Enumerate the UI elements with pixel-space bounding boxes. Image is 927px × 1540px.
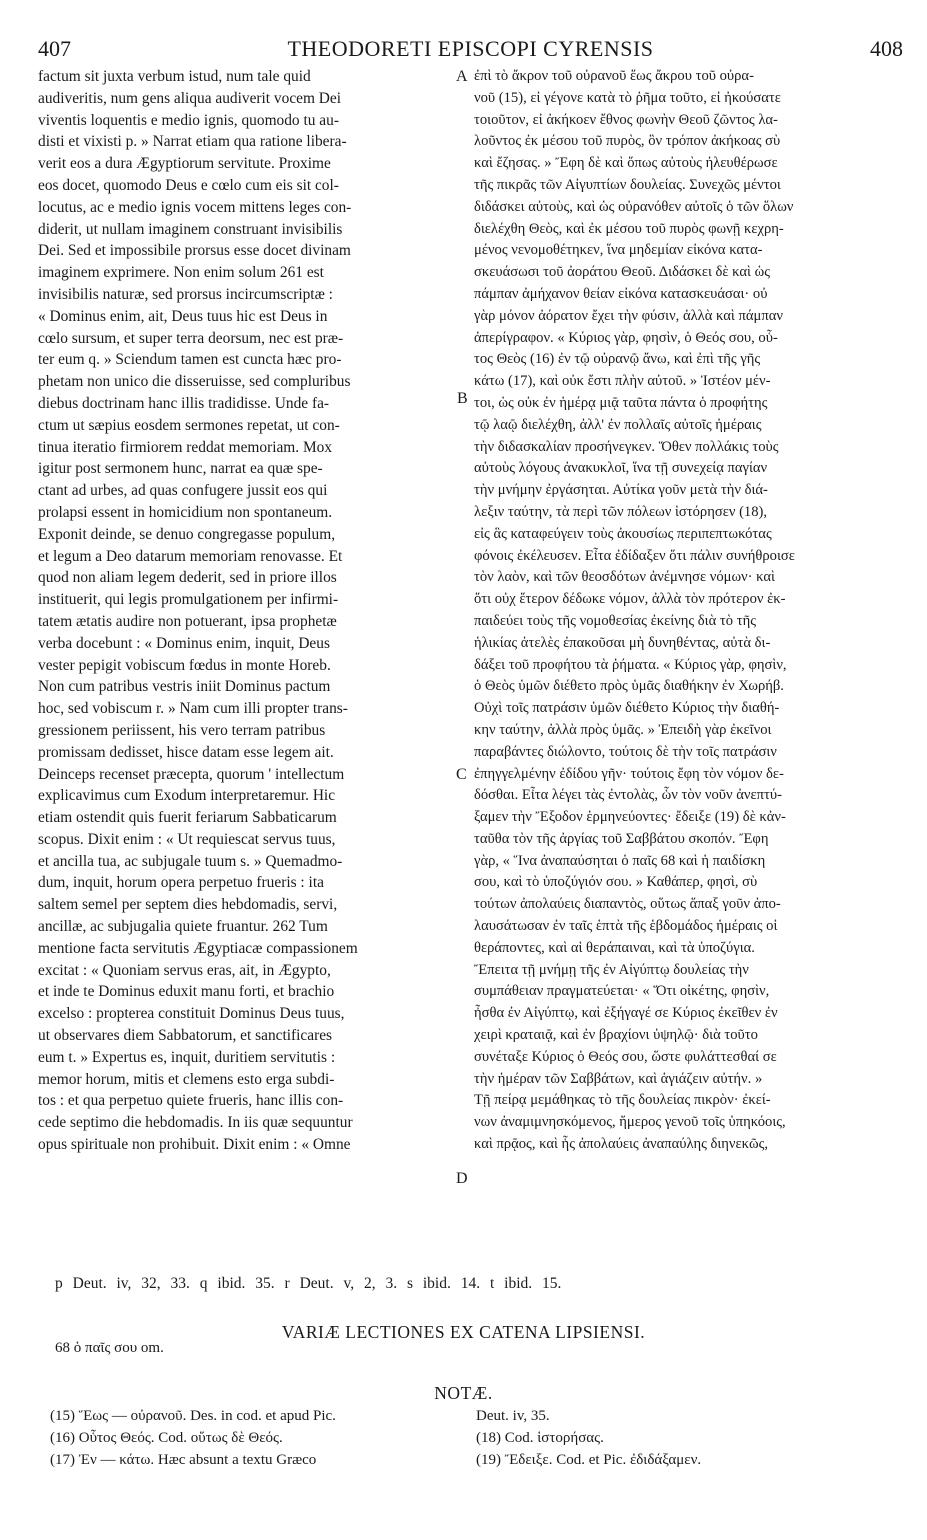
text-line: saltem semel per septem dies hebdomadis, servi,: [38, 896, 338, 914]
text-line: memor horum, mitis et clemens esto erga subdi-: [38, 1070, 335, 1088]
text-line: Οὐχὶ τοῖς πατράσιν ὑμῶν διέθετο Κύριος τὴν διαθή-: [474, 700, 780, 717]
text-line: audiveritis, num gens aliqua audiverit vocem Dei: [38, 89, 342, 107]
page-number-left: 407: [38, 36, 71, 61]
text-line: opus spirituale non prohibuit. Dixit enim : « Omne: [38, 1136, 351, 1154]
text-line: ὁ Θεὸς ὑμῶν διέθετο πρὸς ὑμᾶς διαθήκην ἐν Χωρήβ.: [474, 678, 784, 695]
text-line: et ancilla tua, ac subjugale tuum s. » Quemadmo-: [38, 852, 343, 870]
text-line: λεξιν ταύτην, τὰ περὶ τῶν πόλεων ἱστόρησεν (18),: [474, 503, 768, 520]
text-line: παιδεύει τοὺς τῆς νομοθεσίας ἐκείνης διὰ τὸ τῆς: [474, 612, 756, 629]
greek-column: [474, 66, 914, 1156]
text-line: τὴν ἡμέραν τῶν Σαββάτων, καὶ ἁγιάζειν αὐτήν. »: [474, 1070, 763, 1087]
text-line: τὴν μνήμην ἐργάσηται. Αὐτίκα γοῦν μετὰ τὴν διά-: [474, 482, 768, 499]
text-line: et inde te Dominus eduxit manu forti, et brachio: [38, 983, 335, 1001]
text-line: cœlo sursum, et super terra deorsum, nec est præ-: [38, 329, 344, 347]
text-line: μένος νενομοθέτηκεν, ἵνα μηδεμίαν εἰκόνα κατα-: [474, 242, 763, 259]
text-line: vester pepigit vobiscum fœdus in monte Horeb.: [38, 656, 331, 674]
text-line: ἐπὶ τὸ ἄκρον τοῦ οὐρανοῦ ἕως ἄκρου τοῦ οὐρα-: [474, 68, 754, 84]
page-number-right: 408: [870, 36, 903, 61]
text-line: τὴν διδασκαλίαν προσήνεγκεν. Ὅθεν πολλάκις τοὺς: [474, 438, 779, 455]
text-line: τὸν λαὸν, καὶ τῶν θεοσδότων ἀνέμνησε νόμων· καὶ: [474, 569, 775, 586]
text-line: διδάσκει αὐτοὺς, καὶ ὡς οὐρανόθεν αὐτοῖς ὁ τῶν ὅλων: [474, 198, 794, 215]
text-line: instituerit, qui legis promulgationem per infirmi-: [38, 591, 339, 609]
text-line: ὅτι οὐχ ἕτερον δέδωκε νόμον, ἀλλὰ τὸν πρότερον ἐκ-: [474, 591, 786, 608]
text-line: diebus doctrinam hanc illis tradidisse. Unde fa-: [38, 394, 330, 412]
text-line: disti et vixisti p. » Narrat etiam qua ratione libera-: [38, 133, 347, 151]
margin-marker-b: B: [457, 390, 468, 407]
text-line: igitur post sermonem hunc, narrat ea quæ spe-: [38, 460, 323, 478]
text-line: λαυσάτωσαν ἐν ταῖς ἑπτὰ τῆς ἑβδομάδος ἡμέραις οἱ: [474, 918, 778, 935]
text-line: τῷ λαῷ διελέχθη, ἀλλ' ἐν πολλαῖς αὐτοῖς ἡμέραις: [474, 416, 762, 433]
note-line: (15) Ἕως — οὐρανοῦ. Des. in cod. et apud Pic.: [50, 1408, 336, 1424]
text-line: ancillæ, ac subjugalia quiete fruantur. 262 Tum: [38, 918, 328, 936]
text-line: ut observares diem Sabbatorum, et sanctificares: [38, 1027, 333, 1045]
text-line: Dei. Sed et impossibile prorsus esse docet divinam: [38, 242, 351, 260]
text-line: σου, καὶ τὸ ὑποζύγιόν σου. » Καθάπερ, φησὶ, σὺ: [474, 874, 758, 891]
margin-marker-d: D: [456, 1170, 468, 1187]
text-line: Non cum patribus vestris iniit Dominus pactum: [38, 678, 331, 696]
text-line: τος Θεὸς (16) ἐν τῷ οὐρανῷ ἄνω, καὶ ἐπὶ τῆς γῆς: [474, 351, 761, 368]
text-line: tatem ætatis audire non potuerant, ipsa prophetæ: [38, 612, 337, 630]
text-line: et legum a Deo datarum memoriam renovasse. Et: [38, 547, 343, 565]
text-line: ἀπερίγραφον. « Κύριος γὰρ, φησὶν, ὁ Θεός σου, οὗ-: [474, 329, 778, 346]
text-line: νων ἀναμιμνησκόμενος, ἥμερος γενοῦ τοῖς ὑπηκόοις,: [474, 1114, 786, 1131]
text-line: νοῦ (15), εἰ γέγονε κατὰ τὸ ῥῆμα τοῦτο, εἰ ἠκούσατε: [474, 89, 781, 106]
text-line: locutus, ac e medio ignis vocem mittens leges con-: [38, 198, 352, 216]
text-line: cede septimo die hebdomadis. In iis quæ sequuntur: [38, 1114, 353, 1132]
text-line: κην ταύτην, ἀλλὰ πρὸς ὑμᾶς. » Ἐπειδὴ γὰρ ἐκεῖνοι: [474, 721, 772, 738]
text-line: τούτων ἀπολαύεις διαπαντὸς, οὕτως ἅπαξ γοῦν ἀπο-: [474, 896, 781, 913]
notes-right-column: [476, 1408, 701, 1473]
notes-left-column: [50, 1408, 336, 1473]
text-line: παραβάντες διώλοντο, τούτοις δὲ τὴν τοῖς πατράσιν: [474, 743, 777, 760]
text-line: tos : et qua perpetuo quiete frueris, hanc illis con-: [38, 1092, 344, 1110]
note-line: (16) Οὗτος Θεός. Cod. οὕτως δὲ Θεός.: [50, 1429, 283, 1446]
text-line: verba docebunt : « Dominus enim, inquit, Deus: [38, 634, 330, 652]
text-line: Τῇ πείρᾳ μεμάθηκας τὸ τῆς δουλείας πικρὸν· ἐκεί-: [474, 1092, 771, 1109]
text-line: τοιοῦτον, εἰ ἀκήκοεν ἔθνος φωνὴν Θεοῦ ζῶντος λα-: [474, 111, 778, 128]
text-line: διελέχθη Θεὸς, καὶ ἐκ μέσου τοῦ πυρὸς φωνῇ κεχρη-: [474, 220, 784, 237]
text-line: verit eos a dura Ægyptiorum servitute. Proxime: [38, 155, 331, 173]
margin-marker-a: A: [456, 68, 468, 85]
text-line: excelso : propterea constituit Dominus Deus tuus,: [38, 1005, 345, 1023]
text-line: prolapsi essent in homicidium non spontaneum.: [38, 503, 333, 521]
text-line: diderit, ut nullam imaginem construant invisibilis: [38, 220, 343, 238]
text-line: eos docet, quomodo Deus e cœlo cum eis sit col-: [38, 176, 339, 194]
notae-heading: NOTÆ.: [434, 1383, 493, 1403]
text-line: ἐπηγγελμένην ἐδίδου γῆν· τούτοις ἔφη τὸν νόμον δε-: [474, 765, 784, 782]
scripture-footnotes: p Deut. iv, 32, 33. q ibid. 35. r Deut. v, 2, 3. s ibid. 14. t ibid. 15.: [55, 1275, 562, 1292]
varia-lectiones-heading: VARIÆ LECTIONES EX CATENA LIPSIENSI.: [281, 1322, 646, 1342]
text-line: ctant ad urbes, ad quas confugere jussit eos qui: [38, 482, 328, 500]
text-line: eum t. » Expertus es, inquit, duritiem servitutis :: [38, 1048, 336, 1066]
text-line: ξαμεν τὴν Ἔξοδον ἑρμηνεύοντες· ἔδειξε (19) δὲ κἀν-: [474, 809, 786, 826]
text-line: καὶ ἔζησας. » Ἔφη δὲ καὶ ὅπως αὐτοὺς ἠλευθέρωσε: [474, 155, 778, 172]
text-line: δόσθαι. Εἶτα λέγει τὰς ἐντολὰς, ὧν τὸν νοῦν ἀνεπτύ-: [474, 787, 782, 804]
text-line: συμπάθειαν πραγματεύεται· « Ὅτι οἰκέτης, φησὶν,: [474, 983, 770, 1000]
text-line: dum, inquit, horum opera perpetuo frueris : ita: [38, 874, 324, 892]
text-line: factum sit juxta verbum istud, num tale quid: [38, 68, 311, 85]
text-line: hoc, sed vobiscum r. » Nam cum illi propter trans-: [38, 700, 348, 718]
text-line: invisibilis naturæ, sed prorsus incircumscriptæ :: [38, 285, 333, 303]
text-line: συνέταξε Κύριος ὁ Θεός σου, ὥστε φυλάττεσθαί σε: [474, 1048, 777, 1065]
text-line: quod non aliam legem dederit, sed in priore illos: [38, 569, 337, 587]
text-line: ταῦθα τὸν τῆς ἀργίας τοῦ Σαββάτου σκοπόν. Ἔφη: [474, 830, 769, 847]
margin-marker-c: C: [456, 766, 467, 783]
text-line: gressionem periissent, his vero terram patribus: [38, 721, 326, 739]
text-line: φόνοις ἐκέλευσεν. Εἶτα ἐδίδαξεν ὅτι πάλιν συνήθροισε: [474, 547, 795, 564]
text-line: τοι, ὡς οὐκ ἐν ἡμέρᾳ μιᾷ ταῦτα πάντα ὁ προφήτης: [474, 394, 768, 411]
text-line: Exponit deinde, se denuo congregasse populum,: [38, 525, 336, 543]
text-line: ἡλικίας ἀτελὲς ἐπακοῦσαι μὴ δυνηθέντας, αὐτὰ δι-: [474, 634, 771, 651]
text-line: χειρὶ κραταιᾷ, καὶ ἐν βραχίονι ὑψηλῷ· διὰ τοῦτο: [474, 1027, 758, 1044]
text-line: ter eum q. » Sciendum tamen est cuncta hæc pro-: [38, 351, 342, 369]
text-line: promissam dedisset, hisce datam esse legem ait.: [38, 743, 334, 761]
text-line: κάτω (17), καὶ οὐκ ἔστι πλὴν αὐτοῦ. » Ἰστέον μέν-: [474, 373, 771, 390]
running-title: THEODORETI EPISCOPI CYRENSIS: [287, 36, 654, 61]
text-line: δάξει τοῦ προφήτου τὰ ῥήματα. « Κύριος γὰρ, φησὶν,: [474, 656, 787, 673]
text-line: γὰρ μόνον ἀόρατον ἔχει τὴν φύσιν, ἀλλὰ καὶ πάμπαν: [474, 307, 783, 324]
text-line: ἦσθα ἐν Αἰγύπτῳ, καὶ ἐξήγαγέ σε Κύριος ἐκεῖθεν ἐν: [474, 1005, 778, 1022]
text-line: tinua iteratio firmiorem reddat memoriam. Mox: [38, 438, 333, 456]
text-line: explicavimus cum Exodum interpretaremur. Hic: [38, 787, 336, 805]
text-line: etiam ostendit quis fuerit feriarum Sabbaticarum: [38, 809, 337, 827]
text-line: viventis loquentis e medio ignis, quomodo tu au-: [38, 111, 339, 129]
note-line: Deut. iv, 35.: [476, 1408, 550, 1424]
page-header: [38, 28, 903, 61]
text-line: σκευάσωσι τοῦ ἀοράτου Θεοῦ. Διδάσκει δὲ καὶ ὡς: [474, 264, 771, 281]
text-line: imaginem exprimere. Non enim solum 261 est: [38, 264, 324, 282]
text-line: mentione facta servitutis Ægyptiacæ compassionem: [38, 939, 358, 957]
text-line: ctum ut sæpius eosdem sermones repetat, ut con-: [38, 416, 340, 434]
text-line: Ἔπειτα τῇ μνήμῃ τῆς ἐν Αἰγύπτῳ δουλείας τὴν: [474, 961, 749, 978]
text-line: excitat : « Quoniam servus eras, ait, in Ægypto,: [38, 961, 331, 979]
text-line: πάμπαν ἀμήχανον θείαν εἰκόνα κατασκευάσαι· οὐ: [474, 285, 768, 302]
text-line: λοῦντος ἐκ μέσου τοῦ πυρὸς, ὃν τρόπον ἀκήκοας σὺ: [474, 133, 781, 150]
text-line: καὶ πρᾷος, καὶ ἧς ἀπολαύεις ἀναπαύλης διηνεκῶς,: [474, 1136, 769, 1153]
text-line: « Dominus enim, ait, Deus tuus hic est Deus in: [38, 307, 328, 325]
text-line: Deinceps recenset præcepta, quorum ' intellectum: [38, 765, 345, 783]
text-line: γὰρ, « Ἵνα ἀναπαύσηται ὁ παῖς 68 καὶ ἡ παιδίσκη: [474, 852, 766, 869]
varia-lectio-item: 68 ὁ παῖς σου om.: [55, 1340, 164, 1356]
text-line: scopus. Dixit enim : « Ut requiescat servus tuus,: [38, 830, 336, 848]
note-line: (17) Ἐν — κάτω. Hæc absunt a textu Græco: [50, 1451, 317, 1468]
text-line: τῆς πικρᾶς τῶν Αἰγυπτίων δουλείας. Συνεχῶς μέντοι: [474, 176, 781, 193]
text-line: phetam non unico die disseruisse, sed compluribus: [38, 373, 351, 391]
note-line: (19) Ἔδειξε. Cod. et Pic. ἐδιδάξαμεν.: [476, 1451, 702, 1468]
text-line: αὐτοὺς λόγους ἀνακυκλοῖ, ἵνα τῇ συνεχείᾳ παγίαν: [474, 460, 768, 477]
latin-column: [38, 66, 456, 1156]
note-line: (18) Cod. ἱστορήσας.: [476, 1429, 604, 1446]
text-line: εἰς ἃς καταφεύγειν τοὺς ἀκουσίως περιπεπτωκότας: [474, 525, 772, 542]
text-line: θεράποντες, καὶ αἱ θεράπαιναι, καὶ τὰ ὑποζύγια.: [474, 939, 755, 956]
